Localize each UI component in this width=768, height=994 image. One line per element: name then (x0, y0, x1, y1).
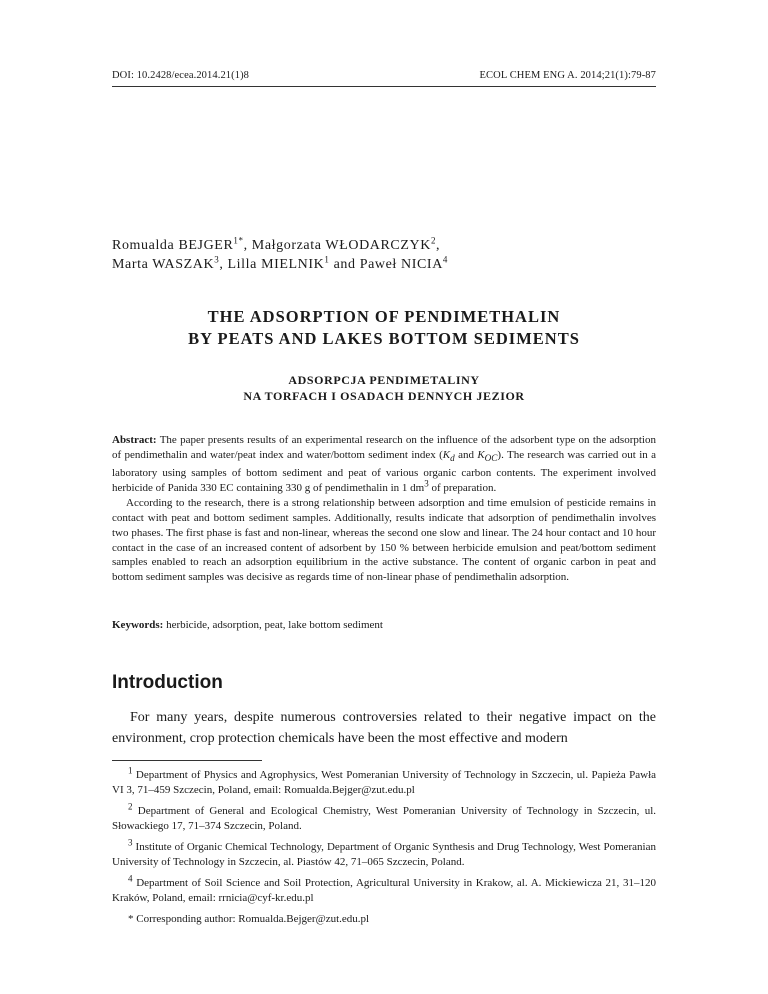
journal-header: ECOL CHEM ENG A. 2014;21(1):79-87 (479, 70, 656, 81)
footnote (112, 837, 656, 870)
koc-symbol (477, 448, 498, 464)
author-name: Paweł NICIA (359, 257, 443, 272)
author-affiliation-mark: 1 (324, 254, 330, 265)
footnote-text: Corresponding author: Romualda.Bejger@zut.edu.pl (136, 913, 370, 925)
paper-title-polish-line: ADSORPCJA PENDIMETALINY (288, 373, 480, 387)
koc-symbol-letter: K (477, 448, 485, 461)
author-list: Romualda $BEJGER^{1*}$, Małgorzata WŁODARCZYK$^2$, Marta WASZAK$^3$, Lilla MIELNIK$^1$ and Paweł NICIA$^4$ (112, 235, 449, 272)
author-affiliation-mark: 4 (442, 254, 449, 265)
abstract-label: Abstract: (112, 434, 157, 446)
footnote-text: Department of Physics and Agrophysics, West Pomeranian University of Technology in Szczecin, ul. Papieża Pawła VI 3, 71–459 Szczecin, Poland, email: Romualda.Bejger@zut.edu.pl (112, 769, 657, 796)
footnote (112, 873, 656, 906)
footnote-number: 4 (128, 873, 133, 884)
keywords-text: herbicide, adsorption, peat, lake bottom sediment (166, 619, 383, 631)
body-paragraph: For many years, despite numerous controversies related to their negative impact on the environment, crop protection chemicals have been the most effective and modern (112, 710, 656, 746)
abstract-text: The paper presents results of an experimental research on the influence of the adsorbent type on the adsorption of pendimethalin and water/peat index and water/bottom sediment index ( (112, 434, 656, 461)
footnote-marker: * (128, 913, 134, 925)
abstract-text: of preparation. (428, 481, 497, 494)
footnotes (112, 765, 657, 933)
footnote-number: 2 (128, 801, 133, 812)
header-divider (112, 86, 656, 87)
author-name: Małgorzata WŁODARCZYK (251, 238, 431, 253)
section-heading: Introduction (112, 672, 223, 693)
footnote-number: 3 (128, 837, 133, 848)
author-name: Romualda BEJGER (112, 238, 234, 253)
footnote (112, 912, 656, 927)
paper-title-polish-line: NA TORFACH I OSADACH DENNYCH JEZIOR (243, 389, 525, 403)
abstract (112, 433, 656, 585)
paper-title (112, 306, 656, 350)
kd-symbol-letter: K (442, 448, 451, 461)
abstract-text: and (454, 448, 478, 461)
kd-symbol (442, 448, 455, 464)
author-name: Marta WASZAK (112, 257, 215, 272)
author-affiliation-mark: 2 (430, 235, 437, 246)
doi-header: DOI: 10.2428/ecea.2014.21(1)8 (112, 70, 250, 81)
koc-subscript: OC (484, 453, 498, 464)
footnote-number: 1 (128, 765, 133, 776)
abstract-paragraph: According to the research, there is a strong relationship between adsorption and time emulsion of pesticide remains in contact with peat and bottom sediment samples. Additionally, results indicate that adsorption of pendimethalin involves two phases. The first phase is fast and non-linear, whereas the second one slow and linear. The 24 hour contact and 10 hour contact in the case of an increased content of adsorbent by 150 % between herbicide emulsion and peat/bottom sediment samples enabled to reach an adsorption equilibrium in the active substance. The content of organic carbon in peat and bottom sediment samples was decisive as regards time of non-linear phase of pendimethalin adsorption. (112, 496, 656, 584)
author-affiliation-mark: 1* (233, 235, 244, 246)
paper-title-polish (112, 372, 656, 404)
footnote-text: Institute of Organic Chemical Technology, Department of Organic Synthesis and Drug Technology, West Pomeranian University of Technology in Szczecin, al. Piastów 42, 71–065 Szczecin, Poland. (112, 841, 656, 868)
footnote (112, 801, 656, 834)
footnote-text: Department of Soil Science and Soil Protection, Agricultural University in Krakow, al. A. Mickiewicza 21, 31–120 Kraków, Poland, email: rrnicia@cyf-kr.edu.pl (112, 877, 656, 904)
footnote-text: Department of General and Ecological Chemistry, West Pomeranian University of Technology in Szczecin, ul. Słowackiego 17, 71–374 Szczecin, Poland. (112, 805, 656, 832)
abstract-paragraph (112, 433, 656, 496)
keywords-label: Keywords: (112, 619, 164, 631)
abstract-text: ). The research was carried out in a laboratory using samples of bottom sediment and peat of various organic carbon contents. The experiment involved herbicide of Panida 330 EC containing 330 g of pendimethalin in 1 dm (112, 448, 656, 494)
footnote (112, 765, 657, 798)
kd-subscript: d (450, 453, 455, 464)
keywords (112, 619, 656, 631)
footnote-divider (112, 760, 262, 761)
unit-superscript: 3 (424, 478, 429, 489)
author-affiliation-mark: 3 (214, 254, 220, 265)
paper-title-line: BY PEATS AND LAKES BOTTOM SEDIMENTS (188, 329, 580, 348)
paper-title-line: THE ADSORPTION OF PENDIMETHALIN (207, 307, 561, 326)
author-name: Lilla MIELNIK (227, 257, 325, 272)
